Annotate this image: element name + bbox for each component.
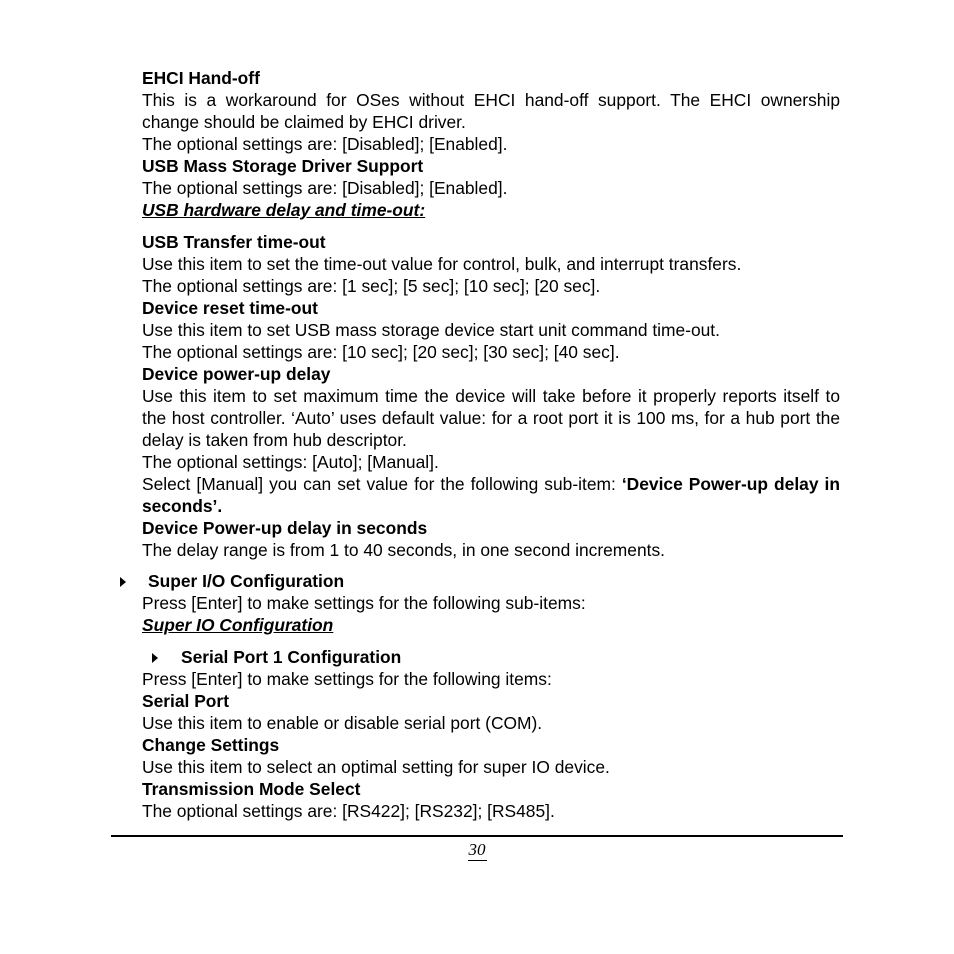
- select-manual-note: [142, 473, 840, 517]
- transmission-mode-title: Transmission Mode Select: [142, 779, 361, 799]
- super-io-config-item: [142, 570, 840, 592]
- ehci-handoff-title: EHCI Hand-off: [142, 68, 260, 88]
- device-reset-timeout-title: Device reset time-out: [142, 298, 318, 318]
- triangle-right-icon: [120, 577, 126, 587]
- usb-transfer-timeout-description: Use this item to set the time-out value for control, bulk, and interrupt transfers.: [142, 254, 742, 274]
- device-powerup-seconds-description: The delay range is from 1 to 40 seconds, in one second increments.: [142, 540, 665, 560]
- usb-transfer-timeout-options: The optional settings are: [1 sec]; [5 sec]; [10 sec]; [20 sec].: [142, 276, 601, 296]
- ehci-handoff-description: This is a workaround for OSes without EHCI hand-off support. The EHCI ownership change should be claimed by EHCI driver.: [142, 90, 840, 132]
- device-powerup-delay-options: The optional settings: [Auto]; [Manual].: [142, 452, 439, 472]
- change-settings-title: Change Settings: [142, 735, 280, 755]
- spacer: [142, 221, 840, 231]
- super-io-config-heading: Super IO Configuration: [142, 615, 334, 635]
- device-reset-timeout-options: The optional settings are: [10 sec]; [20 sec]; [30 sec]; [40 sec].: [142, 342, 620, 362]
- super-io-config-description: Press [Enter] to make settings for the following sub-items:: [142, 593, 586, 613]
- usb-mass-storage-title: USB Mass Storage Driver Support: [142, 156, 424, 176]
- usb-hardware-delay-heading: USB hardware delay and time-out:: [142, 200, 426, 220]
- spacer: [142, 561, 840, 570]
- device-powerup-delay-description: Use this item to set maximum time the device will take before it properly reports itself to the host controller. ‘Auto’ uses default value: for a root port it is 100 ms, for a hub port the delay is taken from hub descriptor.: [142, 386, 840, 450]
- usb-transfer-timeout-title: USB Transfer time-out: [142, 232, 326, 252]
- page-number: [0, 840, 954, 860]
- spacer: [142, 636, 840, 646]
- serial-port-1-config-description: Press [Enter] to make settings for the following items:: [142, 669, 552, 689]
- device-powerup-seconds-title: Device Power-up delay in seconds: [142, 518, 428, 538]
- super-io-config-title: Super I/O Configuration: [148, 571, 345, 591]
- serial-port-1-config-item: [142, 646, 840, 668]
- ehci-handoff-options: The optional settings are: [Disabled]; [Enabled].: [142, 134, 508, 154]
- change-settings-description: Use this item to select an optimal setting for super IO device.: [142, 757, 610, 777]
- footer-rule: [111, 835, 843, 837]
- select-manual-subitem: ‘Device Power-up delay in seconds’.: [142, 474, 840, 516]
- device-powerup-delay-title: Device power-up delay: [142, 364, 331, 384]
- select-manual-text: Select [Manual] you can set value for the following sub-item:: [142, 474, 622, 494]
- serial-port-1-config-title: Serial Port 1 Configuration: [181, 647, 402, 667]
- triangle-right-icon: [152, 653, 158, 663]
- serial-port-title: Serial Port: [142, 691, 229, 711]
- serial-port-description: Use this item to enable or disable serial port (COM).: [142, 713, 543, 733]
- usb-mass-storage-options: The optional settings are: [Disabled]; [Enabled].: [142, 178, 508, 198]
- page-number-text: 30: [468, 840, 486, 859]
- page-content: [142, 67, 840, 822]
- device-reset-timeout-description: Use this item to set USB mass storage device start unit command time-out.: [142, 320, 720, 340]
- transmission-mode-options: The optional settings are: [RS422]; [RS232]; [RS485].: [142, 801, 555, 821]
